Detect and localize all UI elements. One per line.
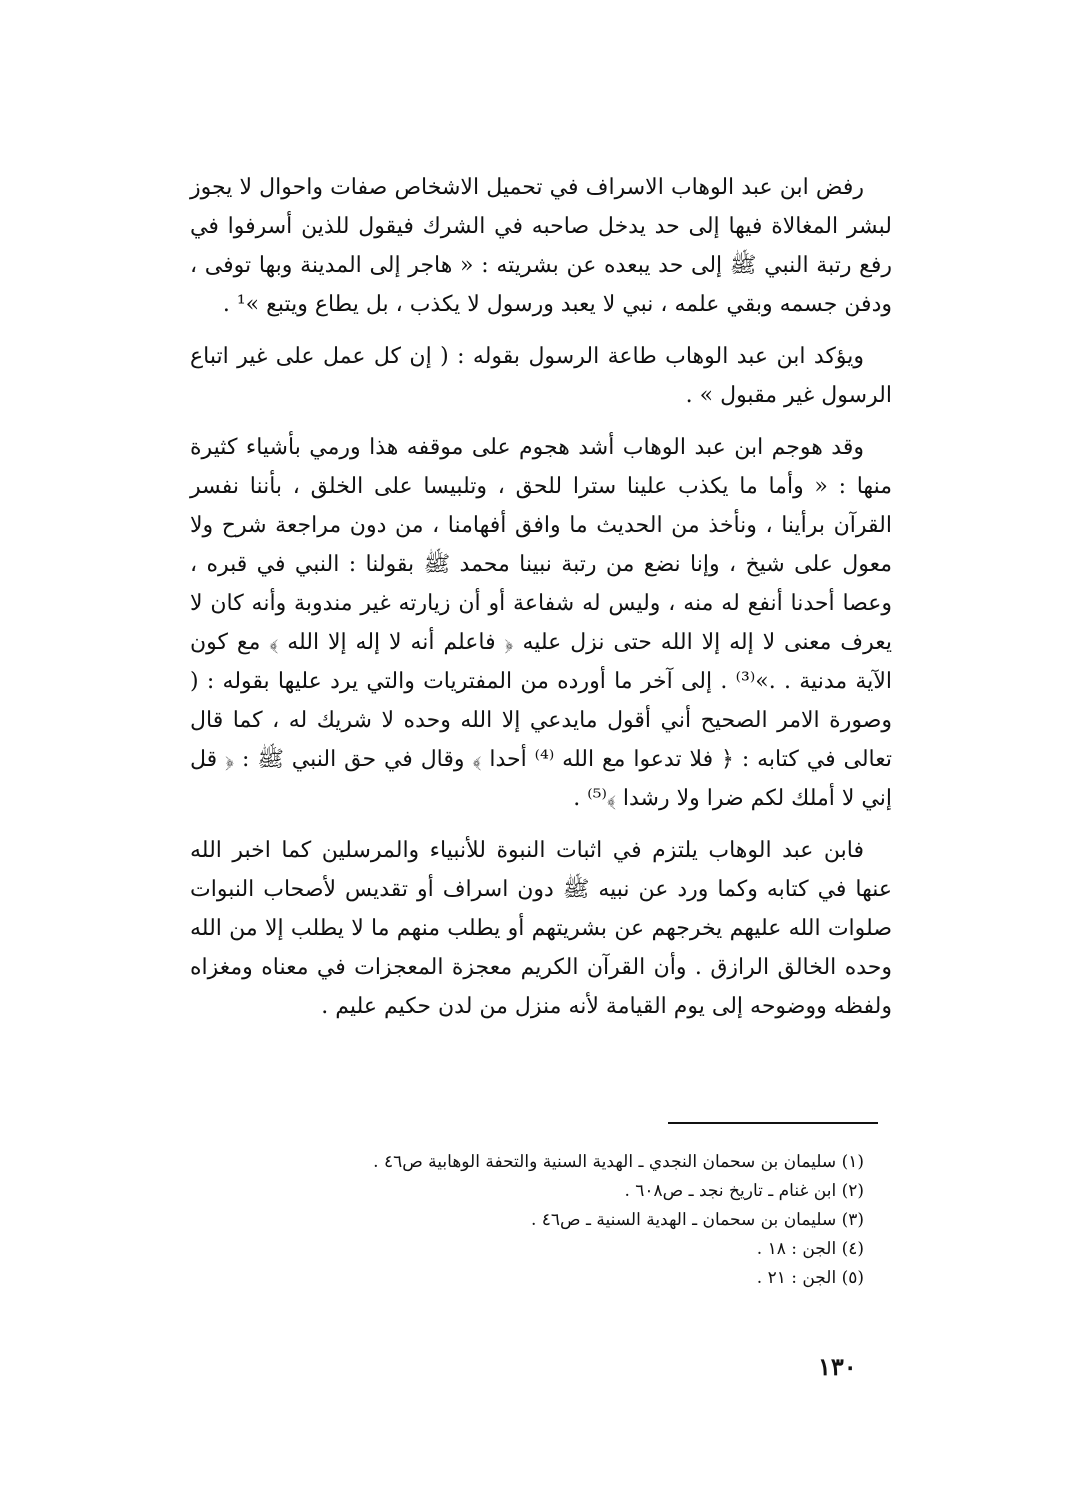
footnote-divider (668, 1122, 878, 1124)
footnotes (244, 1148, 864, 1293)
footnote-1: (١) سليمان بن سحمان النجدي ـ الهدية السنية والتحفة الوهابية ص٤٦ . (373, 1152, 864, 1172)
page-number: ١٣٠ (818, 1352, 857, 1381)
paragraph-4: فابن عبد الوهاب يلتزم في اثبات النبوة للأنبياء والمرسلين كما اخبر الله عنها في كتابه وكما ورد عن نبيه ﷺ دون اسراف أو تقديس لأصحاب النبوات صلوات الله عليهم يخرجهم عن بشريتهم أو يطلب منهم ما لا يطلب إلا من الله وحده الخالق الرازق . وأن القرآن الكريم معجزة المعجزات في معناه ومغزاه ولفظه ووضوحه إلى يوم القيامة لأنه منزل من لدن حكيم عليم . (190, 838, 892, 1019)
paragraph-1: رفض ابن عبد الوهاب الاسراف في تحميل الاشخاص صفات واحوال لا يجوز لبشر المغالاة فيها إلى حد يدخل صاحبه في الشرك فيقول للذين أسرفوا في رفع رتبة النبي ﷺ إلى حد يبعده عن بشريته : « هاجر إلى المدينة وبها توفى ، ودفن جسمه وبقي علمه ، نبي لا يعبد ورسول لا يكذب ، بل يطاع ويتبع »¹ . (190, 175, 892, 317)
footnote-5: (٥) الجن : ٢١ . (756, 1268, 864, 1288)
main-text (190, 168, 892, 1039)
footnote-2: (٢) ابن غنام ـ تاريخ نجد ـ ص٦٠٨ . (624, 1181, 864, 1201)
paragraph-2: ويؤكد ابن عبد الوهاب طاعة الرسول بقوله : ( إن كل عمل على غير اتباع الرسول غير مقبول » . (190, 344, 892, 408)
footnote-3: (٣) سليمان بن سحمان ـ الهدية السنية ـ ص٤٦ . (530, 1210, 864, 1230)
paragraph-3: وقد هوجم ابن عبد الوهاب أشد هجوم على موقفه هذا ورمي بأشياء كثيرة منها : « وأما ما يكذب علينا سترا للحق ، وتلبيسا على الخلق ، بأننا نفسر القرآن برأينا ، ونأخذ من الحديث ما وافق أفهامنا ، من دون مراجعة شرح ولا معول على شيخ ، وإنا نضع من رتبة نبينا محمد ﷺ بقولنا : النبي في قبره ، وعصا أحدنا أنفع له منه ، وليس له شفاعة أو أن زيارته غير مندوبة وأنه كان لا يعرف معنى لا إله إلا الله حتى نزل عليه ﴿ فاعلم أنه لا إله إلا الله ﴾ مع كون الآية مدنية . .»⁽³⁾ . إلى آخر ما أورده من المفتريات والتي يرد عليها بقوله : ( وصورة الامر الصحيح أني أقول مايدعي إلا الله وحده لا شريك له ، كما قال تعالى في كتابه : ﴿ فلا تدعوا مع الله ⁽⁴⁾ أحدا ﴾ وقال في حق النبي ﷺ : ﴿ قل إني لا أملك لكم ضرا ولا رشدا ﴾⁽⁵⁾ . (190, 435, 892, 811)
footnote-4: (٤) الجن : ١٨ . (756, 1239, 864, 1259)
